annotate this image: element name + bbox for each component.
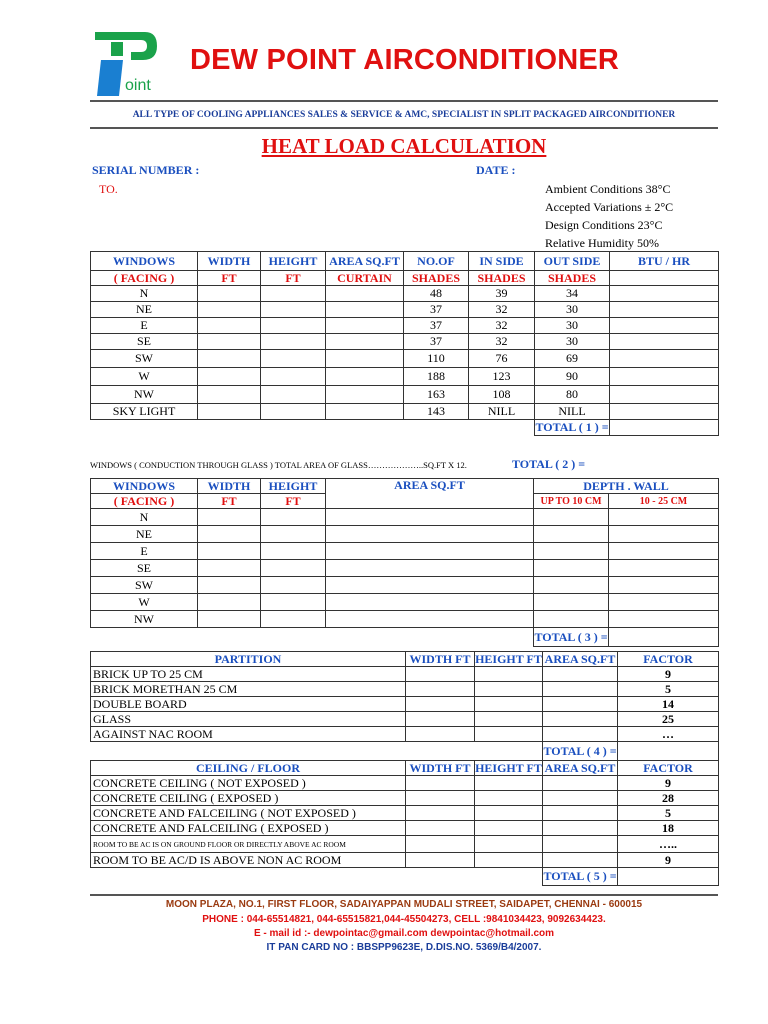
factor: ….. — [618, 836, 719, 853]
no-of-shades: 37 — [404, 334, 469, 350]
facing: N — [91, 509, 198, 526]
width-cell[interactable] — [406, 836, 475, 853]
col-up-to-10cm: UP TO 10 CM — [534, 494, 609, 509]
inside-shades: 32 — [469, 318, 535, 334]
col-area: AREA SQ.FT — [326, 252, 404, 271]
outside-shades: 30 — [535, 302, 610, 318]
col-area-sqft: AREA SQ.FT — [543, 761, 618, 776]
width-cell[interactable] — [198, 350, 261, 368]
col-depth-wall: DEPTH . WALL — [534, 479, 719, 494]
col-partition: PARTITION — [91, 652, 406, 667]
width-cell[interactable] — [406, 821, 475, 836]
col-width: WIDTH — [198, 479, 261, 494]
ambient-conditions: Ambient Conditions 38°C — [545, 182, 671, 196]
partition-label: AGAINST NAC ROOM — [91, 727, 406, 742]
svg-text:oint: oint — [125, 77, 151, 94]
table-row — [91, 386, 719, 404]
facing: E — [91, 543, 198, 560]
area-cell[interactable] — [543, 836, 618, 853]
col-outside: OUT SIDE — [535, 252, 610, 271]
table-row — [91, 577, 719, 594]
upto10-cell[interactable] — [534, 577, 609, 594]
table-row — [91, 318, 719, 334]
col-width-unit: FT — [198, 271, 261, 286]
area-cell[interactable] — [326, 334, 404, 350]
area-cell[interactable] — [326, 509, 534, 526]
area-cell[interactable] — [326, 302, 404, 318]
col-windows: WINDOWS — [91, 479, 198, 494]
table-row — [91, 334, 719, 350]
factor: 5 — [618, 806, 719, 821]
width-cell[interactable] — [198, 526, 261, 543]
table-row — [91, 853, 719, 868]
table-row — [91, 286, 719, 302]
accepted-variations: Accepted Variations ± 2°C — [545, 200, 674, 214]
width-cell[interactable] — [406, 806, 475, 821]
height-cell[interactable] — [475, 682, 543, 697]
outside-shades: 34 — [535, 286, 610, 302]
col-facing: ( FACING ) — [91, 494, 198, 509]
outside-shades: NILL — [535, 404, 610, 420]
width-cell[interactable] — [198, 386, 261, 404]
area-cell[interactable] — [543, 806, 618, 821]
ceiling-table — [90, 760, 719, 886]
wall-table — [90, 478, 719, 647]
width-cell[interactable] — [198, 594, 261, 611]
factor: 14 — [618, 697, 719, 712]
outside-shades: 69 — [535, 350, 610, 368]
table-row — [91, 526, 719, 543]
factor: 9 — [618, 667, 719, 682]
table-row — [91, 727, 719, 742]
width-cell[interactable] — [198, 543, 261, 560]
col-facing: ( FACING ) — [91, 271, 198, 286]
height-cell[interactable] — [261, 509, 326, 526]
outside-shades: 80 — [535, 386, 610, 404]
col-shades-3: SHADES — [535, 271, 610, 286]
no-of-shades: 37 — [404, 302, 469, 318]
spacer — [91, 742, 543, 761]
inside-shades: 76 — [469, 350, 535, 368]
facing: N — [91, 286, 198, 302]
height-cell[interactable] — [261, 543, 326, 560]
ceiling-label: CONCRETE AND FALCEILING ( EXPOSED ) — [91, 821, 406, 836]
table-row — [91, 404, 719, 420]
facing: NW — [91, 386, 198, 404]
width-cell[interactable] — [198, 334, 261, 350]
area-cell[interactable] — [543, 791, 618, 806]
factor: 25 — [618, 712, 719, 727]
ceiling-label: ROOM TO BE AC/D IS ABOVE NON AC ROOM — [91, 853, 406, 868]
width-cell[interactable] — [198, 611, 261, 628]
area-cell[interactable] — [326, 386, 404, 404]
footer-pan: IT PAN CARD NO : BBSPP9623E, D.DIS.NO. 5369/B4/2007. — [266, 942, 542, 953]
total-1-value[interactable] — [610, 420, 719, 436]
no-of-shades: 37 — [404, 318, 469, 334]
height-cell[interactable] — [475, 853, 543, 868]
col-btu-sub — [610, 271, 719, 286]
btu-cell[interactable] — [610, 386, 719, 404]
width-cell[interactable] — [198, 577, 261, 594]
table-row — [91, 836, 719, 853]
area-cell[interactable] — [326, 594, 534, 611]
ceiling-label: ROOM TO BE AC IS ON GROUND FLOOR OR DIRECTLY ABOVE AC ROOM — [91, 836, 406, 853]
col-height-ft: HEIGHT FT — [475, 760, 542, 775]
company-name: DEW POINT AIRCONDITIONER — [190, 44, 620, 76]
col-height-unit: FT — [261, 494, 326, 509]
no-of-shades: 163 — [404, 386, 469, 404]
col-btu: BTU / HR — [610, 252, 719, 271]
partition-label: DOUBLE BOARD — [91, 697, 406, 712]
facing: SW — [91, 577, 198, 594]
table-row — [91, 543, 719, 560]
area-cell[interactable] — [326, 543, 534, 560]
factor: 9 — [618, 853, 719, 868]
height-cell[interactable] — [261, 286, 326, 302]
inside-shades: NILL — [469, 404, 535, 420]
factor: … — [618, 727, 719, 742]
area-cell[interactable] — [326, 350, 404, 368]
ceiling-label: CONCRETE AND FALCEILING ( NOT EXPOSED ) — [91, 806, 406, 821]
col-shades-1: SHADES — [404, 271, 469, 286]
col-height: HEIGHT — [261, 252, 326, 271]
inside-shades: 108 — [469, 386, 535, 404]
table-row — [91, 821, 719, 836]
width-cell[interactable] — [406, 727, 475, 742]
btu-cell[interactable] — [610, 318, 719, 334]
width-cell[interactable] — [406, 712, 475, 727]
facing: SKY LIGHT — [91, 404, 198, 420]
table-row — [91, 712, 719, 727]
area-cell[interactable] — [326, 286, 404, 302]
height-cell[interactable] — [261, 318, 326, 334]
width-cell[interactable] — [198, 286, 261, 302]
footer-email: E - mail id :- dewpointac@gmail.com dewpointac@hotmail.com — [253, 928, 555, 939]
inside-shades: 32 — [469, 302, 535, 318]
height-cell[interactable] — [261, 302, 326, 318]
no-of-shades: 48 — [404, 286, 469, 302]
no-of-shades: 188 — [404, 368, 469, 386]
width-cell[interactable] — [406, 667, 475, 682]
col-ceiling-floor: CEILING / FLOOR — [91, 761, 406, 776]
height-cell[interactable] — [261, 577, 326, 594]
col-shades-2: SHADES — [469, 271, 535, 286]
tagline: ALL TYPE OF COOLING APPLIANCES SALES & SERVICE & AMC, SPECIALIST IN SPLIT PACKAGED AIRCONDITIONER — [132, 110, 676, 120]
width-cell[interactable] — [198, 509, 261, 526]
total-5-value[interactable] — [618, 868, 719, 886]
height-cell[interactable] — [261, 560, 326, 577]
table-row — [91, 667, 719, 682]
facing: W — [91, 594, 198, 611]
height-cell[interactable] — [475, 776, 543, 791]
facing: NW — [91, 611, 198, 628]
col-curtain: CURTAIN — [326, 271, 404, 286]
facing: SE — [91, 334, 198, 350]
area-cell[interactable] — [326, 404, 404, 420]
table-row — [91, 682, 719, 697]
10-25-cell[interactable] — [609, 560, 719, 577]
form-title: HEAT LOAD CALCULATION — [261, 134, 547, 158]
total-4-label: TOTAL ( 4 ) = — [543, 742, 618, 761]
table-row — [91, 806, 719, 821]
no-of-shades: 110 — [404, 350, 469, 368]
col-factor: FACTOR — [618, 761, 719, 776]
area-cell[interactable] — [543, 712, 618, 727]
10-25-cell[interactable] — [609, 526, 719, 543]
facing: NE — [91, 526, 198, 543]
table-row — [91, 368, 719, 386]
upto10-cell[interactable] — [534, 526, 609, 543]
ceiling-label: CONCRETE CEILING ( EXPOSED ) — [91, 791, 406, 806]
width-cell[interactable] — [406, 791, 475, 806]
height-cell[interactable] — [261, 368, 326, 386]
area-cell[interactable] — [326, 577, 534, 594]
height-cell[interactable] — [475, 806, 543, 821]
col-no-of: NO.OF — [404, 252, 469, 271]
col-factor: FACTOR — [618, 652, 719, 667]
height-cell[interactable] — [475, 791, 543, 806]
inside-shades: 123 — [469, 368, 535, 386]
spacer — [91, 628, 534, 647]
height-cell[interactable] — [261, 404, 326, 420]
width-cell[interactable] — [198, 368, 261, 386]
width-cell[interactable] — [198, 404, 261, 420]
total-3-value[interactable] — [609, 628, 719, 647]
table-row — [91, 791, 719, 806]
col-inside: IN SIDE — [469, 252, 535, 271]
upto10-cell[interactable] — [534, 543, 609, 560]
factor: 18 — [618, 821, 719, 836]
facing: SW — [91, 350, 198, 368]
no-of-shades: 143 — [404, 404, 469, 420]
col-height: HEIGHT — [261, 479, 326, 494]
col-width: WIDTH — [198, 252, 261, 271]
ceiling-label: CONCRETE CEILING ( NOT EXPOSED ) — [91, 776, 406, 791]
upto10-cell[interactable] — [534, 594, 609, 611]
upto10-cell[interactable] — [534, 560, 609, 577]
col-10-25cm: 10 - 25 CM — [609, 494, 719, 509]
height-cell[interactable] — [475, 697, 543, 712]
total-2-label: TOTAL ( 2 ) = — [512, 457, 586, 471]
area-cell[interactable] — [326, 368, 404, 386]
total-5-label: TOTAL ( 5 ) = — [543, 868, 618, 886]
area-cell[interactable] — [543, 727, 618, 742]
factor: 9 — [618, 776, 719, 791]
date-label: DATE : — [476, 163, 516, 177]
height-cell[interactable] — [475, 712, 543, 727]
table-row — [91, 350, 719, 368]
col-width-ft: WIDTH FT — [406, 652, 475, 667]
table-row — [91, 776, 719, 791]
to-label: TO. — [99, 182, 118, 196]
spacer — [91, 420, 535, 436]
footer-rule — [90, 894, 718, 896]
height-cell[interactable] — [261, 611, 326, 628]
col-width-ft: WIDTH FT — [406, 761, 475, 776]
total-3-label: TOTAL ( 3 ) = — [534, 628, 609, 647]
upto10-cell[interactable] — [534, 611, 609, 628]
col-windows: WINDOWS — [91, 252, 198, 271]
area-cell[interactable] — [326, 611, 534, 628]
area-cell[interactable] — [326, 560, 534, 577]
form-title-wrap — [90, 134, 718, 159]
header-rule-top — [90, 100, 718, 102]
table-row — [91, 594, 719, 611]
area-cell[interactable] — [543, 821, 618, 836]
partition-label: BRICK UP TO 25 CM — [91, 667, 406, 682]
footer-address: MOON PLAZA, NO.1, FIRST FLOOR, SADAIYAPPAN MUDALI STREET, SAIDAPET, CHENNAI - 600015 — [165, 899, 643, 910]
outside-shades: 30 — [535, 318, 610, 334]
outside-shades: 30 — [535, 334, 610, 350]
facing: W — [91, 368, 198, 386]
facing: E — [91, 318, 198, 334]
table-row — [91, 697, 719, 712]
btu-cell[interactable] — [610, 286, 719, 302]
footer-phone: PHONE : 044-65514821, 044-65515821,044-45504273, CELL :9841034423, 9092634423. — [202, 914, 606, 925]
glass-conduction-note: WINDOWS ( CONDUCTION THROUGH GLASS ) TOTAL AREA OF GLASS………………..SQ.FT X 12. — [90, 460, 467, 470]
partition-table — [90, 651, 719, 761]
btu-cell[interactable] — [610, 302, 719, 318]
factor: 5 — [618, 682, 719, 697]
area-cell[interactable] — [326, 318, 404, 334]
facing: NE — [91, 302, 198, 318]
total-1-label: TOTAL ( 1 ) = — [535, 420, 609, 434]
area-cell[interactable] — [543, 853, 618, 868]
col-height-unit: FT — [261, 271, 326, 286]
width-cell[interactable] — [406, 776, 475, 791]
table-row — [91, 560, 719, 577]
design-conditions: Design Conditions 23°C — [545, 218, 663, 232]
outside-shades: 90 — [535, 368, 610, 386]
upto10-cell[interactable] — [534, 509, 609, 526]
btu-cell[interactable] — [610, 334, 719, 350]
table-row — [91, 509, 719, 526]
height-cell[interactable] — [475, 667, 543, 682]
area-cell[interactable] — [543, 697, 618, 712]
btu-cell[interactable] — [610, 350, 719, 368]
height-cell[interactable] — [475, 821, 543, 836]
inside-shades: 32 — [469, 334, 535, 350]
height-cell[interactable] — [261, 350, 326, 368]
inside-shades: 39 — [469, 286, 535, 302]
width-cell[interactable] — [198, 302, 261, 318]
facing: SE — [91, 560, 198, 577]
height-cell[interactable] — [261, 386, 326, 404]
col-area-sqft: AREA SQ.FT — [543, 652, 618, 667]
area-cell[interactable] — [543, 682, 618, 697]
total-4-value[interactable] — [618, 742, 719, 761]
height-cell[interactable] — [261, 594, 326, 611]
10-25-cell[interactable] — [609, 594, 719, 611]
width-cell[interactable] — [406, 682, 475, 697]
area-cell[interactable] — [326, 526, 534, 543]
width-cell[interactable] — [198, 318, 261, 334]
col-height-ft: HEIGHT FT — [475, 651, 542, 666]
10-25-cell[interactable] — [609, 509, 719, 526]
area-cell[interactable] — [543, 776, 618, 791]
table-row — [91, 611, 719, 628]
10-25-cell[interactable] — [609, 577, 719, 594]
partition-label: GLASS — [91, 712, 406, 727]
company-logo — [93, 30, 157, 96]
height-cell[interactable] — [475, 727, 543, 742]
height-cell[interactable] — [261, 526, 326, 543]
btu-cell[interactable] — [610, 404, 719, 420]
width-cell[interactable] — [406, 697, 475, 712]
windows-table — [90, 251, 719, 436]
10-25-cell[interactable] — [609, 543, 719, 560]
serial-number-label: SERIAL NUMBER : — [92, 163, 200, 177]
height-cell[interactable] — [475, 836, 543, 853]
area-cell[interactable] — [543, 667, 618, 682]
width-cell[interactable] — [198, 560, 261, 577]
width-cell[interactable] — [406, 853, 475, 868]
spacer — [91, 868, 543, 886]
btu-cell[interactable] — [610, 368, 719, 386]
col-width-unit: FT — [198, 494, 261, 509]
partition-label: BRICK MORETHAN 25 CM — [91, 682, 406, 697]
relative-humidity: Relative Humidity 50% — [545, 236, 659, 250]
table-row — [91, 302, 719, 318]
col-area: AREA SQ.FT — [326, 479, 534, 509]
10-25-cell[interactable] — [609, 611, 719, 628]
height-cell[interactable] — [261, 334, 326, 350]
factor: 28 — [618, 791, 719, 806]
header-rule-bottom — [90, 127, 718, 129]
